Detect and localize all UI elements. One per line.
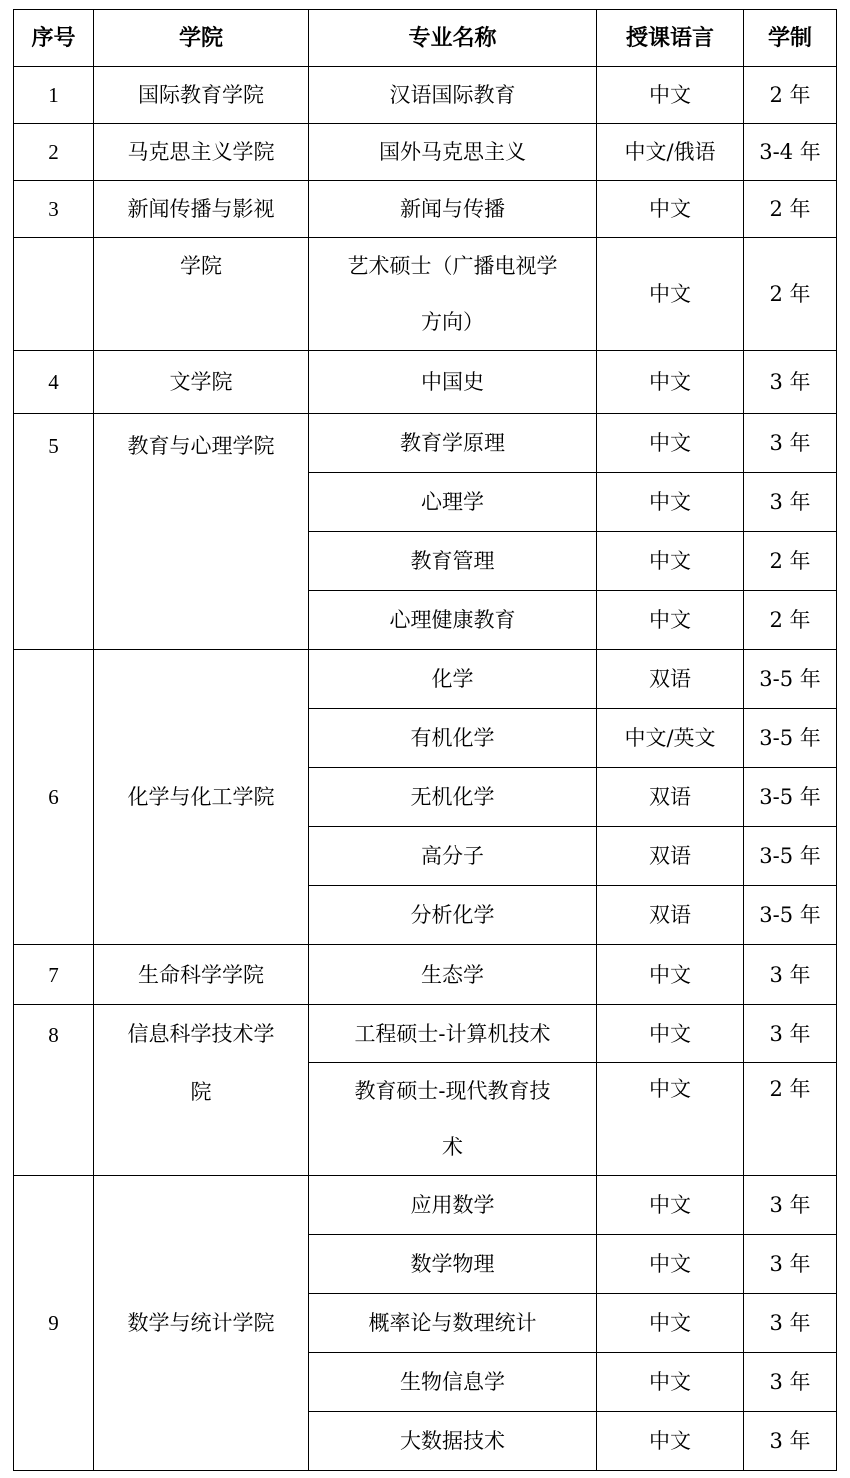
header-row [14,10,837,67]
college-name-text: 教育与心理学院 [127,434,275,458]
college-name: 文学院 [94,351,309,414]
college-name: 化学与化工学院 [94,650,309,945]
major-name-line: 术 [442,1135,463,1159]
college-name-line: 信息科学技术学 [127,1022,275,1046]
language [597,1063,744,1176]
college-name: 新闻传播与影视 [94,181,309,238]
header-language: 授课语言 [597,10,744,67]
major-name: 生态学 [309,945,597,1005]
duration: 3 年 [744,473,837,532]
college-name: 马克思主义学院 [94,124,309,181]
major-name-line: 教育硕士-现代教育技 [354,1079,551,1103]
table-row [14,650,837,709]
language: 中文 [597,945,744,1005]
college-name-continued [94,238,309,351]
duration: 2 年 [744,67,837,124]
duration: 3 年 [744,1005,837,1063]
language: 中文 [597,1353,744,1412]
major-name: 无机化学 [309,768,597,827]
major-name: 新闻与传播 [309,181,597,238]
major-name: 教育管理 [309,532,597,591]
language: 中文 [597,1412,744,1471]
college-name [94,1005,309,1176]
row-number [14,414,94,650]
major-name: 心理学 [309,473,597,532]
row-number-text: 8 [48,1023,59,1047]
table-row [14,1005,837,1063]
language: 中文/俄语 [597,124,744,181]
college-name-line: 学院 [180,254,222,278]
language: 中文 [597,532,744,591]
duration: 3 年 [744,1235,837,1294]
language: 中文 [597,1005,744,1063]
header-major: 专业名称 [309,10,597,67]
table-row [14,124,837,181]
language: 双语 [597,827,744,886]
duration: 3 年 [744,1412,837,1471]
major-name: 大数据技术 [309,1412,597,1471]
duration: 3 年 [744,1353,837,1412]
language: 中文 [597,181,744,238]
language: 双语 [597,768,744,827]
duration: 3 年 [744,414,837,473]
row-number-text: 5 [48,434,59,458]
duration: 3 年 [744,1176,837,1235]
header-no: 序号 [14,10,94,67]
duration: 3-5 年 [744,709,837,768]
duration: 2 年 [744,591,837,650]
table-row [14,414,837,473]
duration: 3-5 年 [744,768,837,827]
row-number: 6 [14,650,94,945]
row-number: 1 [14,67,94,124]
header-duration: 学制 [744,10,837,67]
college-name: 国际教育学院 [94,67,309,124]
duration [744,1063,837,1176]
row-number [14,1005,94,1176]
language: 中文 [597,238,744,351]
language: 中文 [597,351,744,414]
duration: 3 年 [744,351,837,414]
major-name: 工程硕士-计算机技术 [309,1005,597,1063]
duration-text: 2 年 [769,1077,811,1101]
major-name: 化学 [309,650,597,709]
table-row [14,181,837,238]
row-number: 2 [14,124,94,181]
college-name-line: 院 [190,1080,212,1104]
major-name: 生物信息学 [309,1353,597,1412]
major-name-line: 艺术硕士（广播电视学 [347,254,558,278]
language: 中文 [597,1176,744,1235]
major-name [309,238,597,351]
duration: 3-5 年 [744,827,837,886]
major-name-line: 方向） [421,310,484,334]
duration: 3 年 [744,1294,837,1353]
language: 中文 [597,414,744,473]
language: 双语 [597,886,744,945]
duration: 3-5 年 [744,650,837,709]
row-number: 4 [14,351,94,414]
major-name: 数学物理 [309,1235,597,1294]
table-row [14,67,837,124]
row-number-empty [14,238,94,351]
row-number: 3 [14,181,94,238]
major-name: 概率论与数理统计 [309,1294,597,1353]
major-name: 教育学原理 [309,414,597,473]
college-name: 数学与统计学院 [94,1176,309,1471]
major-name: 汉语国际教育 [309,67,597,124]
language: 中文 [597,591,744,650]
program-table [13,9,837,1471]
duration: 2 年 [744,181,837,238]
table-row [14,1176,837,1235]
major-name: 应用数学 [309,1176,597,1235]
college-name [94,414,309,650]
language: 中文 [597,1235,744,1294]
language: 双语 [597,650,744,709]
major-name: 分析化学 [309,886,597,945]
major-name: 有机化学 [309,709,597,768]
duration: 2 年 [744,532,837,591]
table-row [14,238,837,351]
language: 中文/英文 [597,709,744,768]
major-name: 心理健康教育 [309,591,597,650]
major-name [309,1063,597,1176]
duration: 3-5 年 [744,886,837,945]
language-text: 中文 [649,1077,691,1101]
duration: 3-4 年 [744,124,837,181]
table-row [14,351,837,414]
language: 中文 [597,67,744,124]
college-name: 生命科学学院 [94,945,309,1005]
duration: 2 年 [744,238,837,351]
major-name: 中国史 [309,351,597,414]
major-name: 国外马克思主义 [309,124,597,181]
table-row [14,945,837,1005]
row-number: 7 [14,945,94,1005]
duration: 3 年 [744,945,837,1005]
language: 中文 [597,1294,744,1353]
row-number: 9 [14,1176,94,1471]
header-college: 学院 [94,10,309,67]
language: 中文 [597,473,744,532]
major-name: 高分子 [309,827,597,886]
